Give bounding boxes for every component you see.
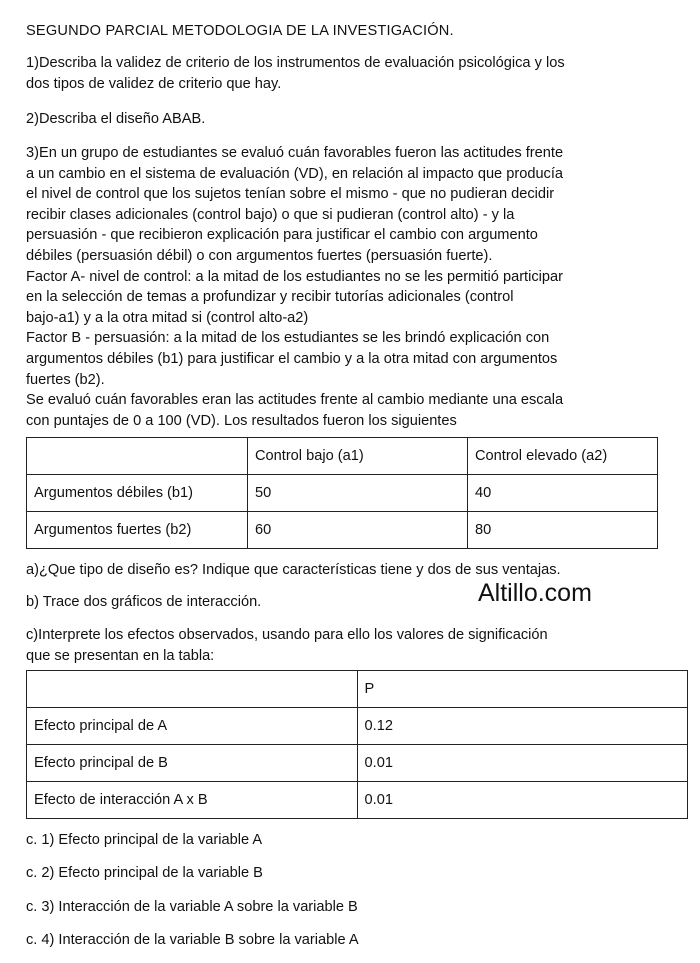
table-row: [27, 708, 688, 745]
table-cell: Efecto de interacción A x B: [27, 782, 358, 819]
question-3-line: 3)En un grupo de estudiantes se evaluó cuán favorables fueron las actitudes frente: [26, 145, 564, 161]
question-3-line: argumentos débiles (b1) para justificar el cambio y a la otra mitad con argumentos: [26, 350, 558, 367]
question-3-line: a un cambio en el sistema de evaluación (VD), en relación al impacto que producía: [26, 165, 564, 182]
table-row: [27, 512, 658, 549]
table-header-row: [27, 671, 688, 708]
table-header-cell: P: [357, 671, 687, 708]
question-c-line: c)Interprete los efectos observados, usando para ello los valores de significación: [26, 627, 548, 643]
table-row: [27, 782, 688, 819]
table-row: [27, 475, 658, 512]
question-2-text: 2)Describa el diseño ABAB.: [26, 111, 206, 127]
question-3-line: bajo-a1) y a la otra mitad si (control alto-a2): [26, 309, 309, 326]
significance-table: [26, 670, 688, 819]
table-header-cell: Control bajo (a1): [248, 438, 468, 475]
question-3-line: débiles (persuasión débil) o con argumentos fuertes (persuasión fuerte).: [26, 247, 493, 264]
sub-question-c4: c. 4) Interacción de la variable B sobre la variable A: [26, 932, 359, 948]
question-c-line: que se presentan en la tabla:: [26, 647, 215, 664]
table-cell: 60: [248, 512, 468, 549]
question-3-line: fuertes (b2).: [26, 371, 105, 388]
question-2: [26, 109, 205, 130]
question-3-line: en la selección de temas a profundizar y recibir tutorías adicionales (control: [26, 289, 514, 306]
question-1-line: dos tipos de validez de criterio que hay.: [26, 75, 282, 92]
table-cell: Argumentos débiles (b1): [27, 475, 248, 512]
question-1: [26, 53, 565, 94]
exam-title: SEGUNDO PARCIAL METODOLOGIA DE LA INVESTIGACIÓN.: [26, 23, 454, 39]
table-header-cell: [27, 671, 358, 708]
table-header-row: [27, 438, 658, 475]
table-cell: 80: [468, 512, 658, 549]
sub-question-c3: c. 3) Interacción de la variable A sobre la variable B: [26, 899, 358, 915]
question-b: b) Trace dos gráficos de interacción.: [26, 594, 262, 610]
sub-question-c1: c. 1) Efecto principal de la variable A: [26, 832, 263, 848]
question-c: [26, 625, 548, 666]
question-3-line: el nivel de control que los sujetos tenían sobre el mismo - que no pudieran decidir: [26, 186, 555, 203]
table-header-cell: Control elevado (a2): [468, 438, 658, 475]
table-cell: Efecto principal de B: [27, 745, 358, 782]
table-cell: 50: [248, 475, 468, 512]
table-cell: 40: [468, 475, 658, 512]
question-3-line: Factor A- nivel de control: a la mitad de los estudiantes no se les permitió participar: [26, 268, 563, 285]
question-3-line: Se evaluó cuán favorables eran las actitudes frente al cambio mediante una escala: [26, 392, 564, 409]
table-header-cell: [27, 438, 248, 475]
question-3-line: Factor B - persuasión: a la mitad de los estudiantes se les brindó explicación con: [26, 330, 550, 347]
question-1-line: 1)Describa la validez de criterio de los instrumentos de evaluación psicológica y los: [26, 55, 565, 71]
table-cell: 0.01: [357, 782, 687, 819]
table-cell: Efecto principal de A: [27, 708, 358, 745]
question-a: a)¿Que tipo de diseño es? Indique que características tiene y dos de sus ventajas.: [26, 562, 561, 578]
results-table: [26, 437, 658, 549]
altillo-watermark: Altillo.com: [478, 579, 592, 607]
table-row: [27, 745, 688, 782]
table-cell: 0.01: [357, 745, 687, 782]
question-3-line: persuasión - que recibieron explicación para justificar el cambio con argumento: [26, 227, 538, 244]
question-3-line: recibir clases adicionales (control bajo) o que si pudieran (control alto) - y la: [26, 206, 515, 223]
question-3-line: con puntajes de 0 a 100 (VD). Los resultados fueron los siguientes: [26, 412, 457, 429]
sub-question-c2: c. 2) Efecto principal de la variable B: [26, 865, 263, 881]
table-cell: Argumentos fuertes (b2): [27, 512, 248, 549]
table-cell: 0.12: [357, 708, 687, 745]
question-3: [26, 143, 563, 431]
